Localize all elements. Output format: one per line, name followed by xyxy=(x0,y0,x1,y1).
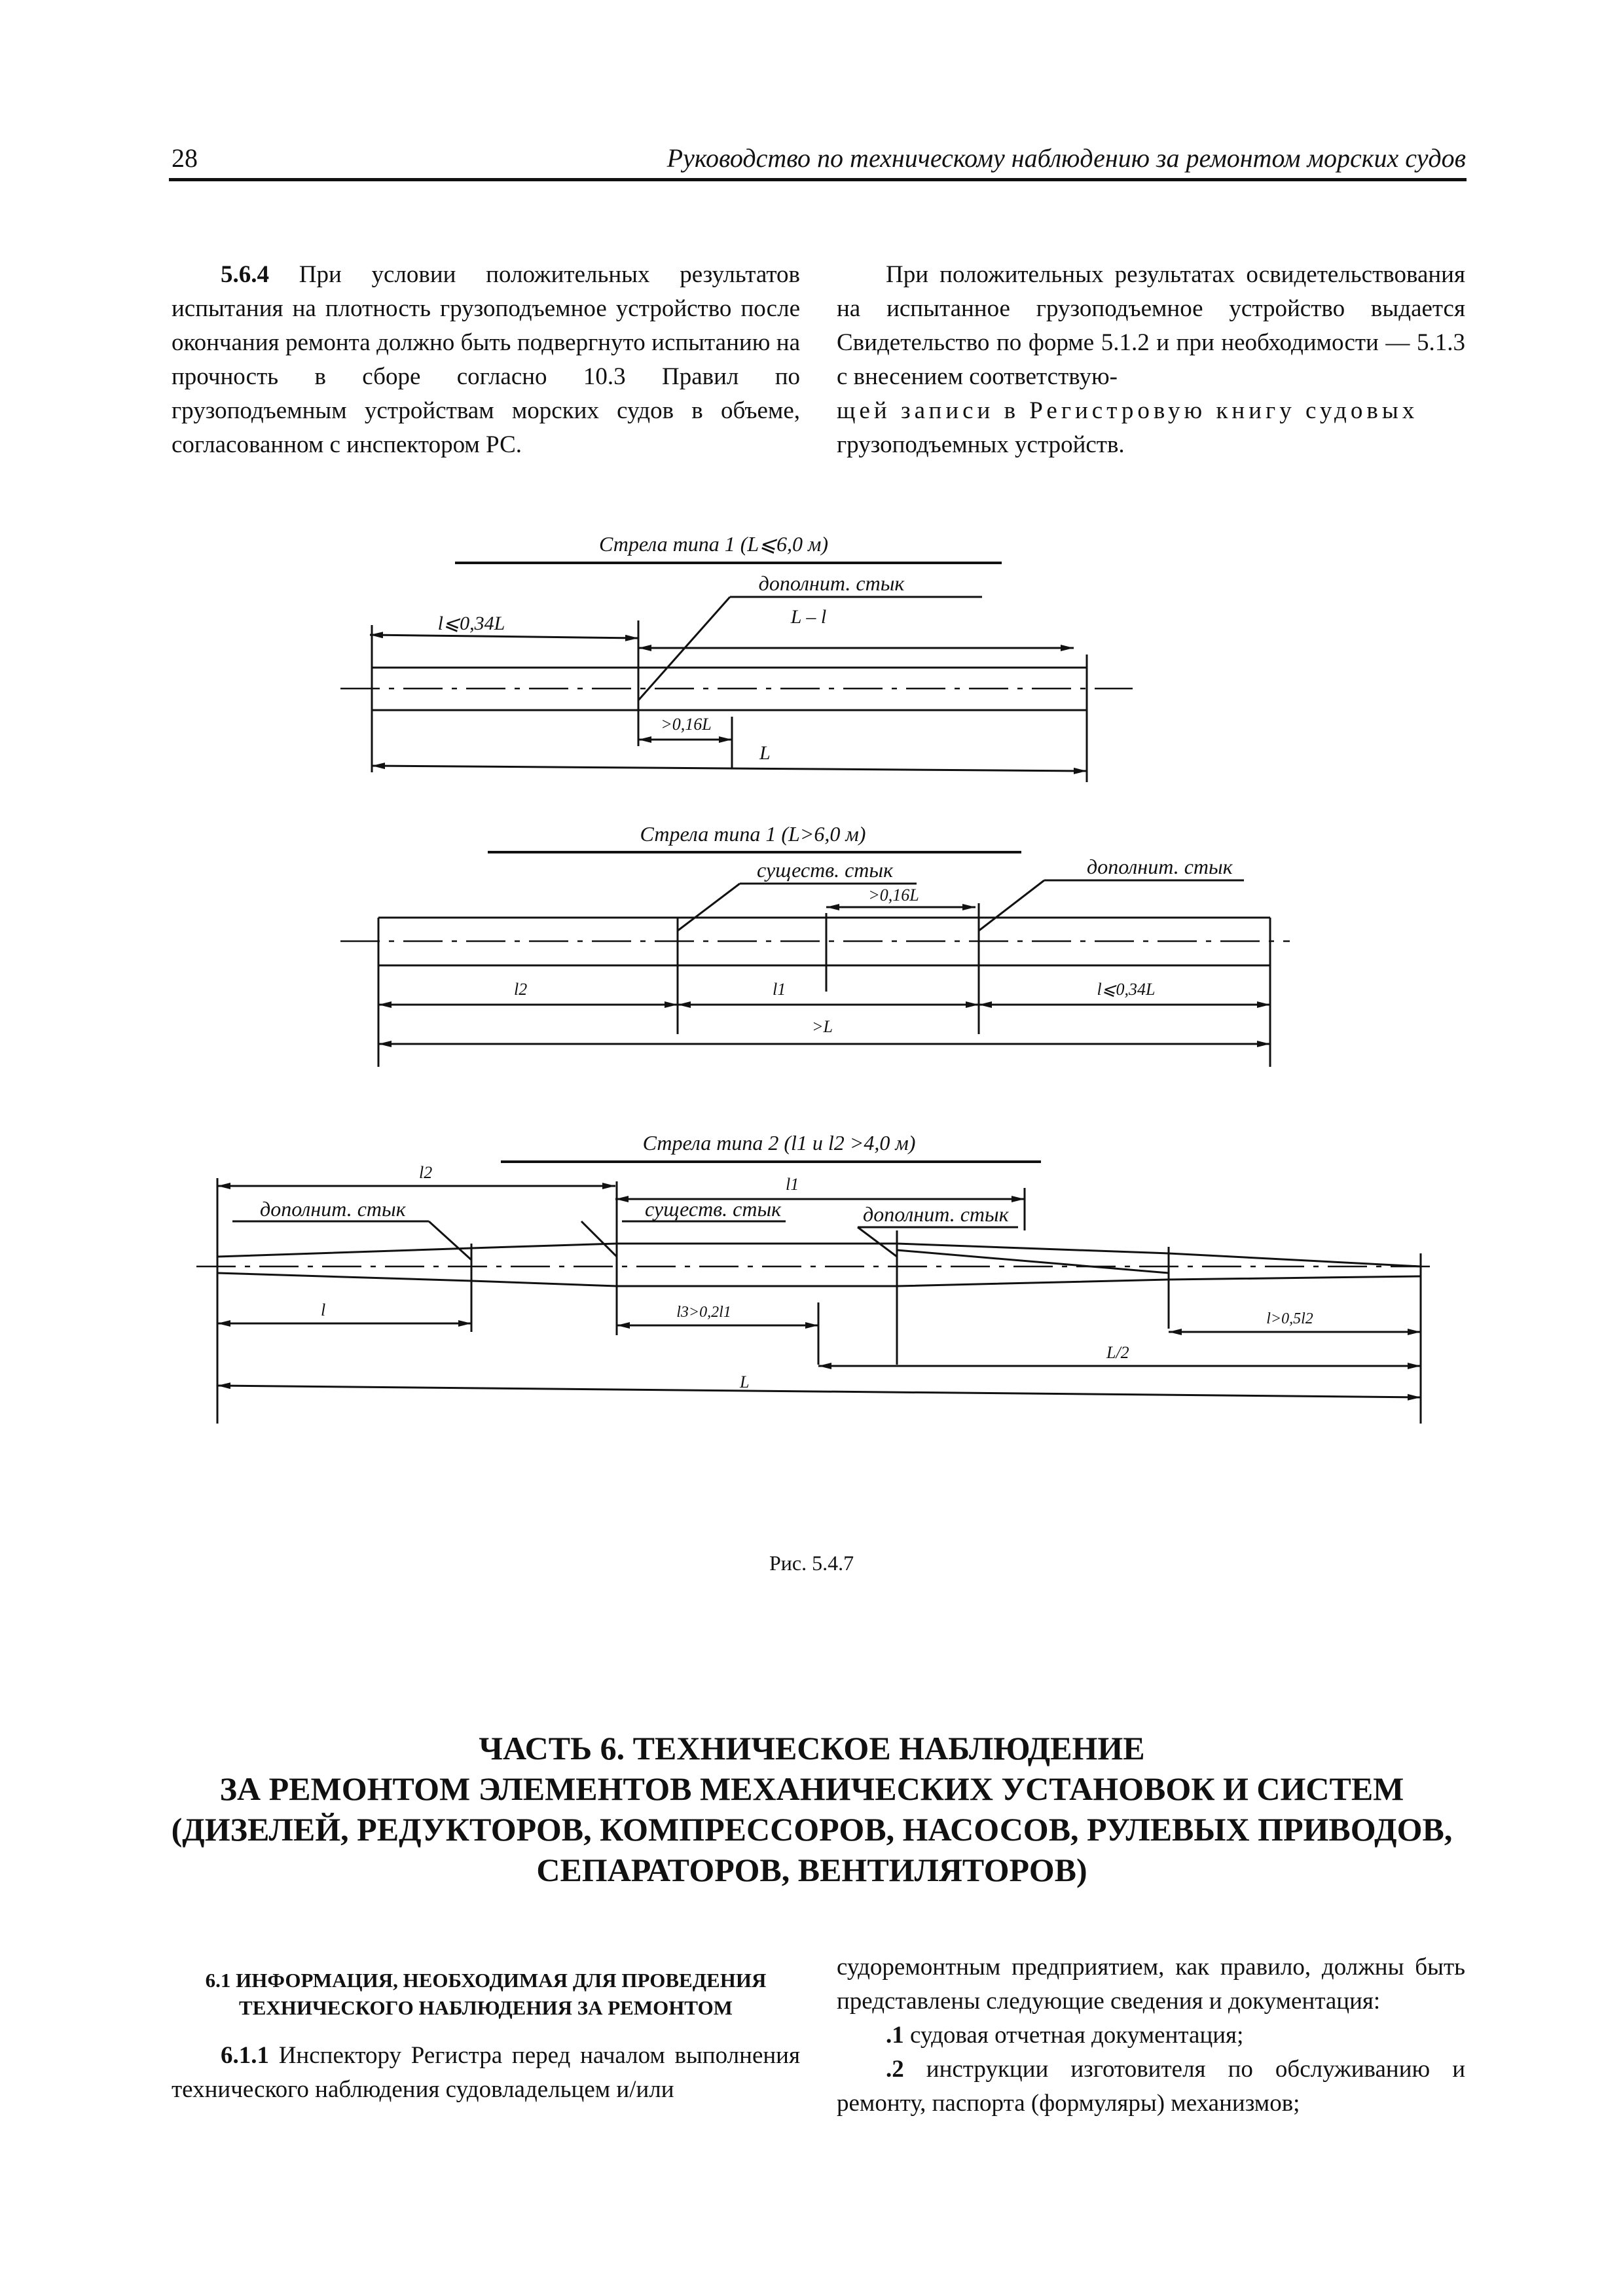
paragraph-body-end: грузоподъемных устройств. xyxy=(837,431,1125,458)
d1-joint-label: дополнит. стык xyxy=(758,571,905,595)
d3-dim-total: L xyxy=(740,1372,750,1391)
d3-dim-half: L/2 xyxy=(1106,1343,1129,1362)
paragraph-body-spaced: щей записи в Регистровую книгу судовых xyxy=(837,397,1419,424)
d1-title: Стрела типа 1 (L⩽6,0 м) xyxy=(598,532,829,556)
list-item-text: судовая отчетная документация; xyxy=(903,2022,1244,2049)
d3-joint-added-left: дополнит. стык xyxy=(260,1197,406,1221)
section-heading xyxy=(172,1967,800,2022)
part-title-line: СЕПАРАТОРОВ, ВЕНТИЛЯТОРОВ) xyxy=(536,1852,1087,1888)
d2-joint-added: дополнит. стык xyxy=(1087,855,1233,878)
paragraph-body: судоремонтным предприятием, как правило, должны быть представлены следующие сведения и документация: xyxy=(837,1954,1465,2015)
running-title: Руководство по техническому наблюдению за ремонтом морских судов xyxy=(666,143,1466,173)
diagram-boom-type2 xyxy=(196,1131,1434,1424)
d2-dim-l1: l1 xyxy=(773,980,786,999)
paragraph-number: 6.1.1 xyxy=(221,2042,269,2069)
part-title-line: ЗА РЕМОНТОМ ЭЛЕМЕНТОВ МЕХАНИЧЕСКИХ УСТАНОВОК И СИСТЕМ xyxy=(219,1770,1404,1807)
list-item-number: .1 xyxy=(886,2022,904,2049)
list-item-text: инструкции изготовителя по обслуживанию и ремонту, паспорта (формуляры) механизмов; xyxy=(837,2056,1465,2117)
d1-dim-total: L xyxy=(759,742,771,764)
d1-dim-right: L – l xyxy=(790,606,827,628)
d3-dim-right: l>0,5l2 xyxy=(1266,1310,1313,1327)
d3-joint-existing: существ. стык xyxy=(645,1197,782,1221)
paragraph-body: Инспектору Регистра перед началом выполнения технического наблюдения судовладельцем и/или xyxy=(172,2042,800,2103)
paragraph-documentation xyxy=(837,1950,1465,2121)
d3-joint-added-right: дополнит. стык xyxy=(863,1202,1009,1226)
paragraph-body: При положительных результатах освидетельствования на испытанное грузоподъемное устройство выдается Свидетельство по форме 5.1.2 и при необходимости — 5.1.3 с внесением соответствую- xyxy=(837,261,1465,390)
d2-dim-small: >0,16L xyxy=(868,886,919,905)
d3-dim-l: l xyxy=(321,1300,326,1319)
d1-dim-left: l⩽0,34L xyxy=(437,613,505,634)
list-item-number: .2 xyxy=(886,2056,904,2083)
d2-joint-existing: существ. стык xyxy=(756,858,894,882)
page-number: 28 xyxy=(172,143,198,173)
d1-dim-small: >0,16L xyxy=(661,715,712,734)
diagram-boom-type1-long xyxy=(340,822,1290,1067)
d3-dim-l3: l3>0,2l1 xyxy=(676,1304,731,1321)
paragraph-number: 5.6.4 xyxy=(221,261,269,288)
paragraph-body: При условии положительных результатов испытания на плотность грузоподъемное устройство после окончания ремонта должно быть подвергнуто испытанию на прочность в сборе согласно 10.3 Правил по грузоподъемным устройствам морских судов в объеме, согласованном с инспектором РС. xyxy=(172,261,800,458)
paragraph-6-1-1 xyxy=(172,2039,800,2107)
section-heading-line: 6.1 ИНФОРМАЦИЯ, НЕОБХОДИМАЯ ДЛЯ ПРОВЕДЕНИЯ xyxy=(205,1969,767,1992)
d2-dim-l: l⩽0,34L xyxy=(1097,980,1156,999)
d2-title: Стрела типа 1 (L>6,0 м) xyxy=(640,822,866,846)
part-title xyxy=(157,1728,1467,1890)
figure-caption: Рис. 5.4.7 xyxy=(769,1551,854,1575)
d3-dim-l2: l2 xyxy=(419,1163,433,1182)
d3-title: Стрела типа 2 (l1 и l2 >4,0 м) xyxy=(642,1131,916,1155)
d2-dim-l2: l2 xyxy=(514,980,528,999)
d3-dim-l1: l1 xyxy=(786,1175,799,1194)
part-title-line: ЧАСТЬ 6. ТЕХНИЧЕСКОЕ НАБЛЮДЕНИЕ xyxy=(479,1730,1145,1767)
diagram-boom-type1-short xyxy=(340,532,1133,782)
section-heading-line: ТЕХНИЧЕСКОГО НАБЛЮДЕНИЯ ЗА РЕМОНТОМ xyxy=(239,1996,733,2019)
part-title-line: (ДИЗЕЛЕЙ, РЕДУКТОРОВ, КОМПРЕССОРОВ, НАСОСОВ, РУЛЕВЫХ ПРИВОДОВ, xyxy=(171,1811,1453,1848)
d2-dim-total: >L xyxy=(812,1017,833,1036)
